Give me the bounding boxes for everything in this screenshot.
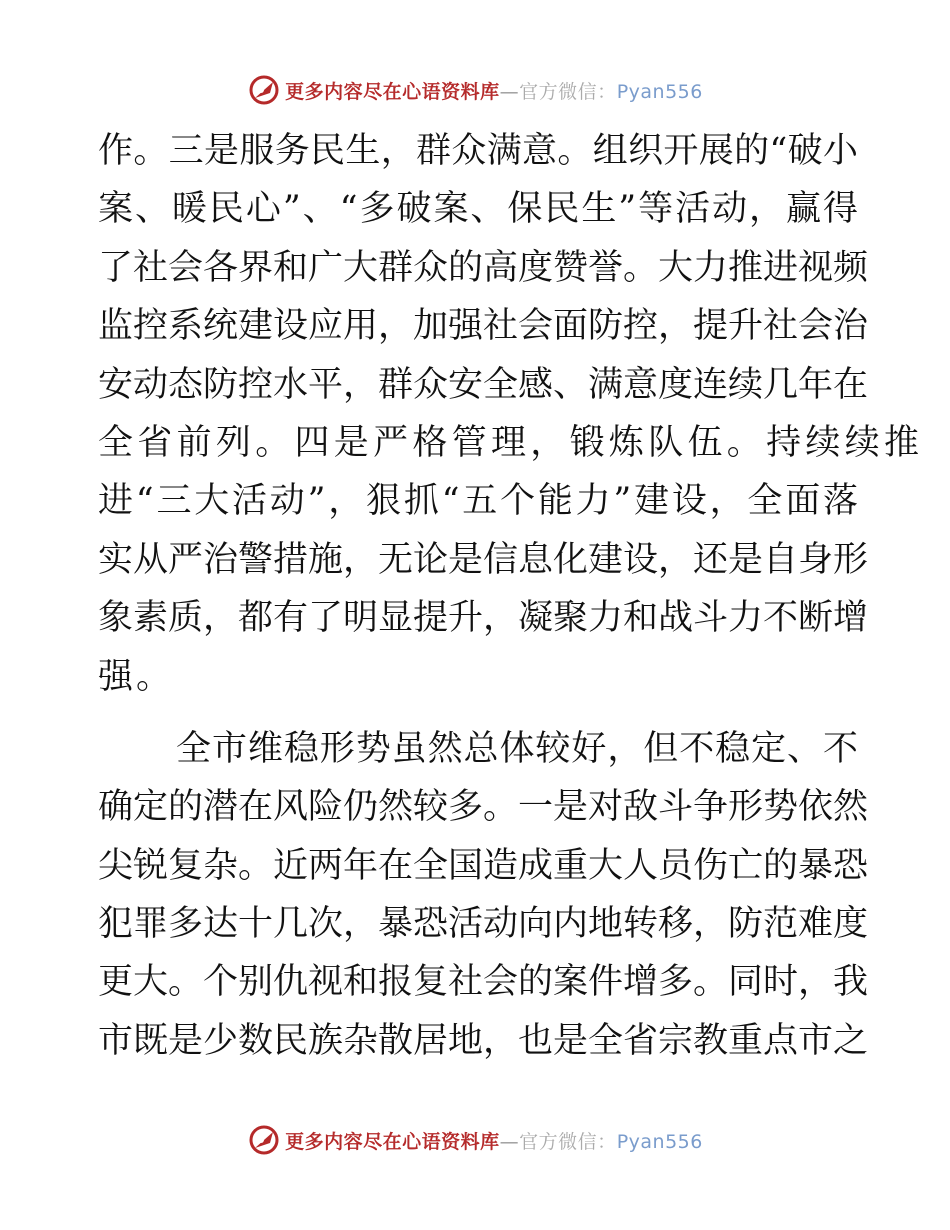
header-account: Pyan556 [616, 80, 703, 103]
text-line: 犯罪多达十几次，暴恐活动向内地转移，防范难度 [98, 904, 869, 945]
brand-logo-icon [247, 1123, 281, 1157]
footer-separator: — [499, 1130, 520, 1153]
text-line: 市既是少数民族杂散居地，也是全省宗教重点市之 [98, 1020, 869, 1061]
text-line: 监控系统建设应用，加强社会面防控，提升社会治 [98, 306, 869, 347]
footer-account: Pyan556 [616, 1130, 703, 1153]
text-line: 更大。个别仇视和报复社会的案件增多。同时，我 [98, 962, 869, 1003]
brand-logo-icon [247, 73, 281, 107]
text-line: 象素质，都有了明显提升，凝聚力和战斗力不断增 [98, 598, 869, 639]
text-line: 案、暖民心”、“多破案、保民生”等活动，赢得 [98, 189, 858, 230]
text-line: 全市维稳形势虽然总体较好，但不稳定、不 [176, 728, 858, 769]
text-line: 实从严治警措施，无论是信息化建设，还是自身形 [98, 539, 869, 580]
text-line: 作。三是服务民生，群众满意。组织开展的“破小 [98, 131, 858, 171]
header-brand-text: 更多内容尽在心语资料库 [285, 80, 500, 103]
text-line: 进“三大活动”，狠抓“五个能力”建设，全面落 [98, 481, 858, 522]
text-line: 尖锐复杂。近两年在全国造成重大人员伤亡的暴恐 [98, 845, 869, 886]
header-separator: — [499, 80, 520, 103]
header-banner [0, 72, 950, 108]
document-body [98, 122, 924, 1070]
text-line: 了社会各界和广大群众的高度赞誉。大力推进视频 [98, 247, 869, 288]
footer-banner [0, 1122, 950, 1158]
text-line: 强。 [98, 656, 175, 697]
header-label: 官方微信： [519, 80, 617, 103]
text-line: 全省前列。四是严格管理，锻炼队伍。持续续推 [98, 422, 924, 463]
text-line: 确定的潜在风险仍然较多。一是对敌斗争形势依然 [98, 787, 869, 828]
footer-brand-text: 更多内容尽在心语资料库 [285, 1130, 500, 1153]
text-line: 安动态防控水平，群众安全感、满意度连续几年在 [98, 364, 869, 405]
footer-label: 官方微信： [519, 1130, 617, 1153]
